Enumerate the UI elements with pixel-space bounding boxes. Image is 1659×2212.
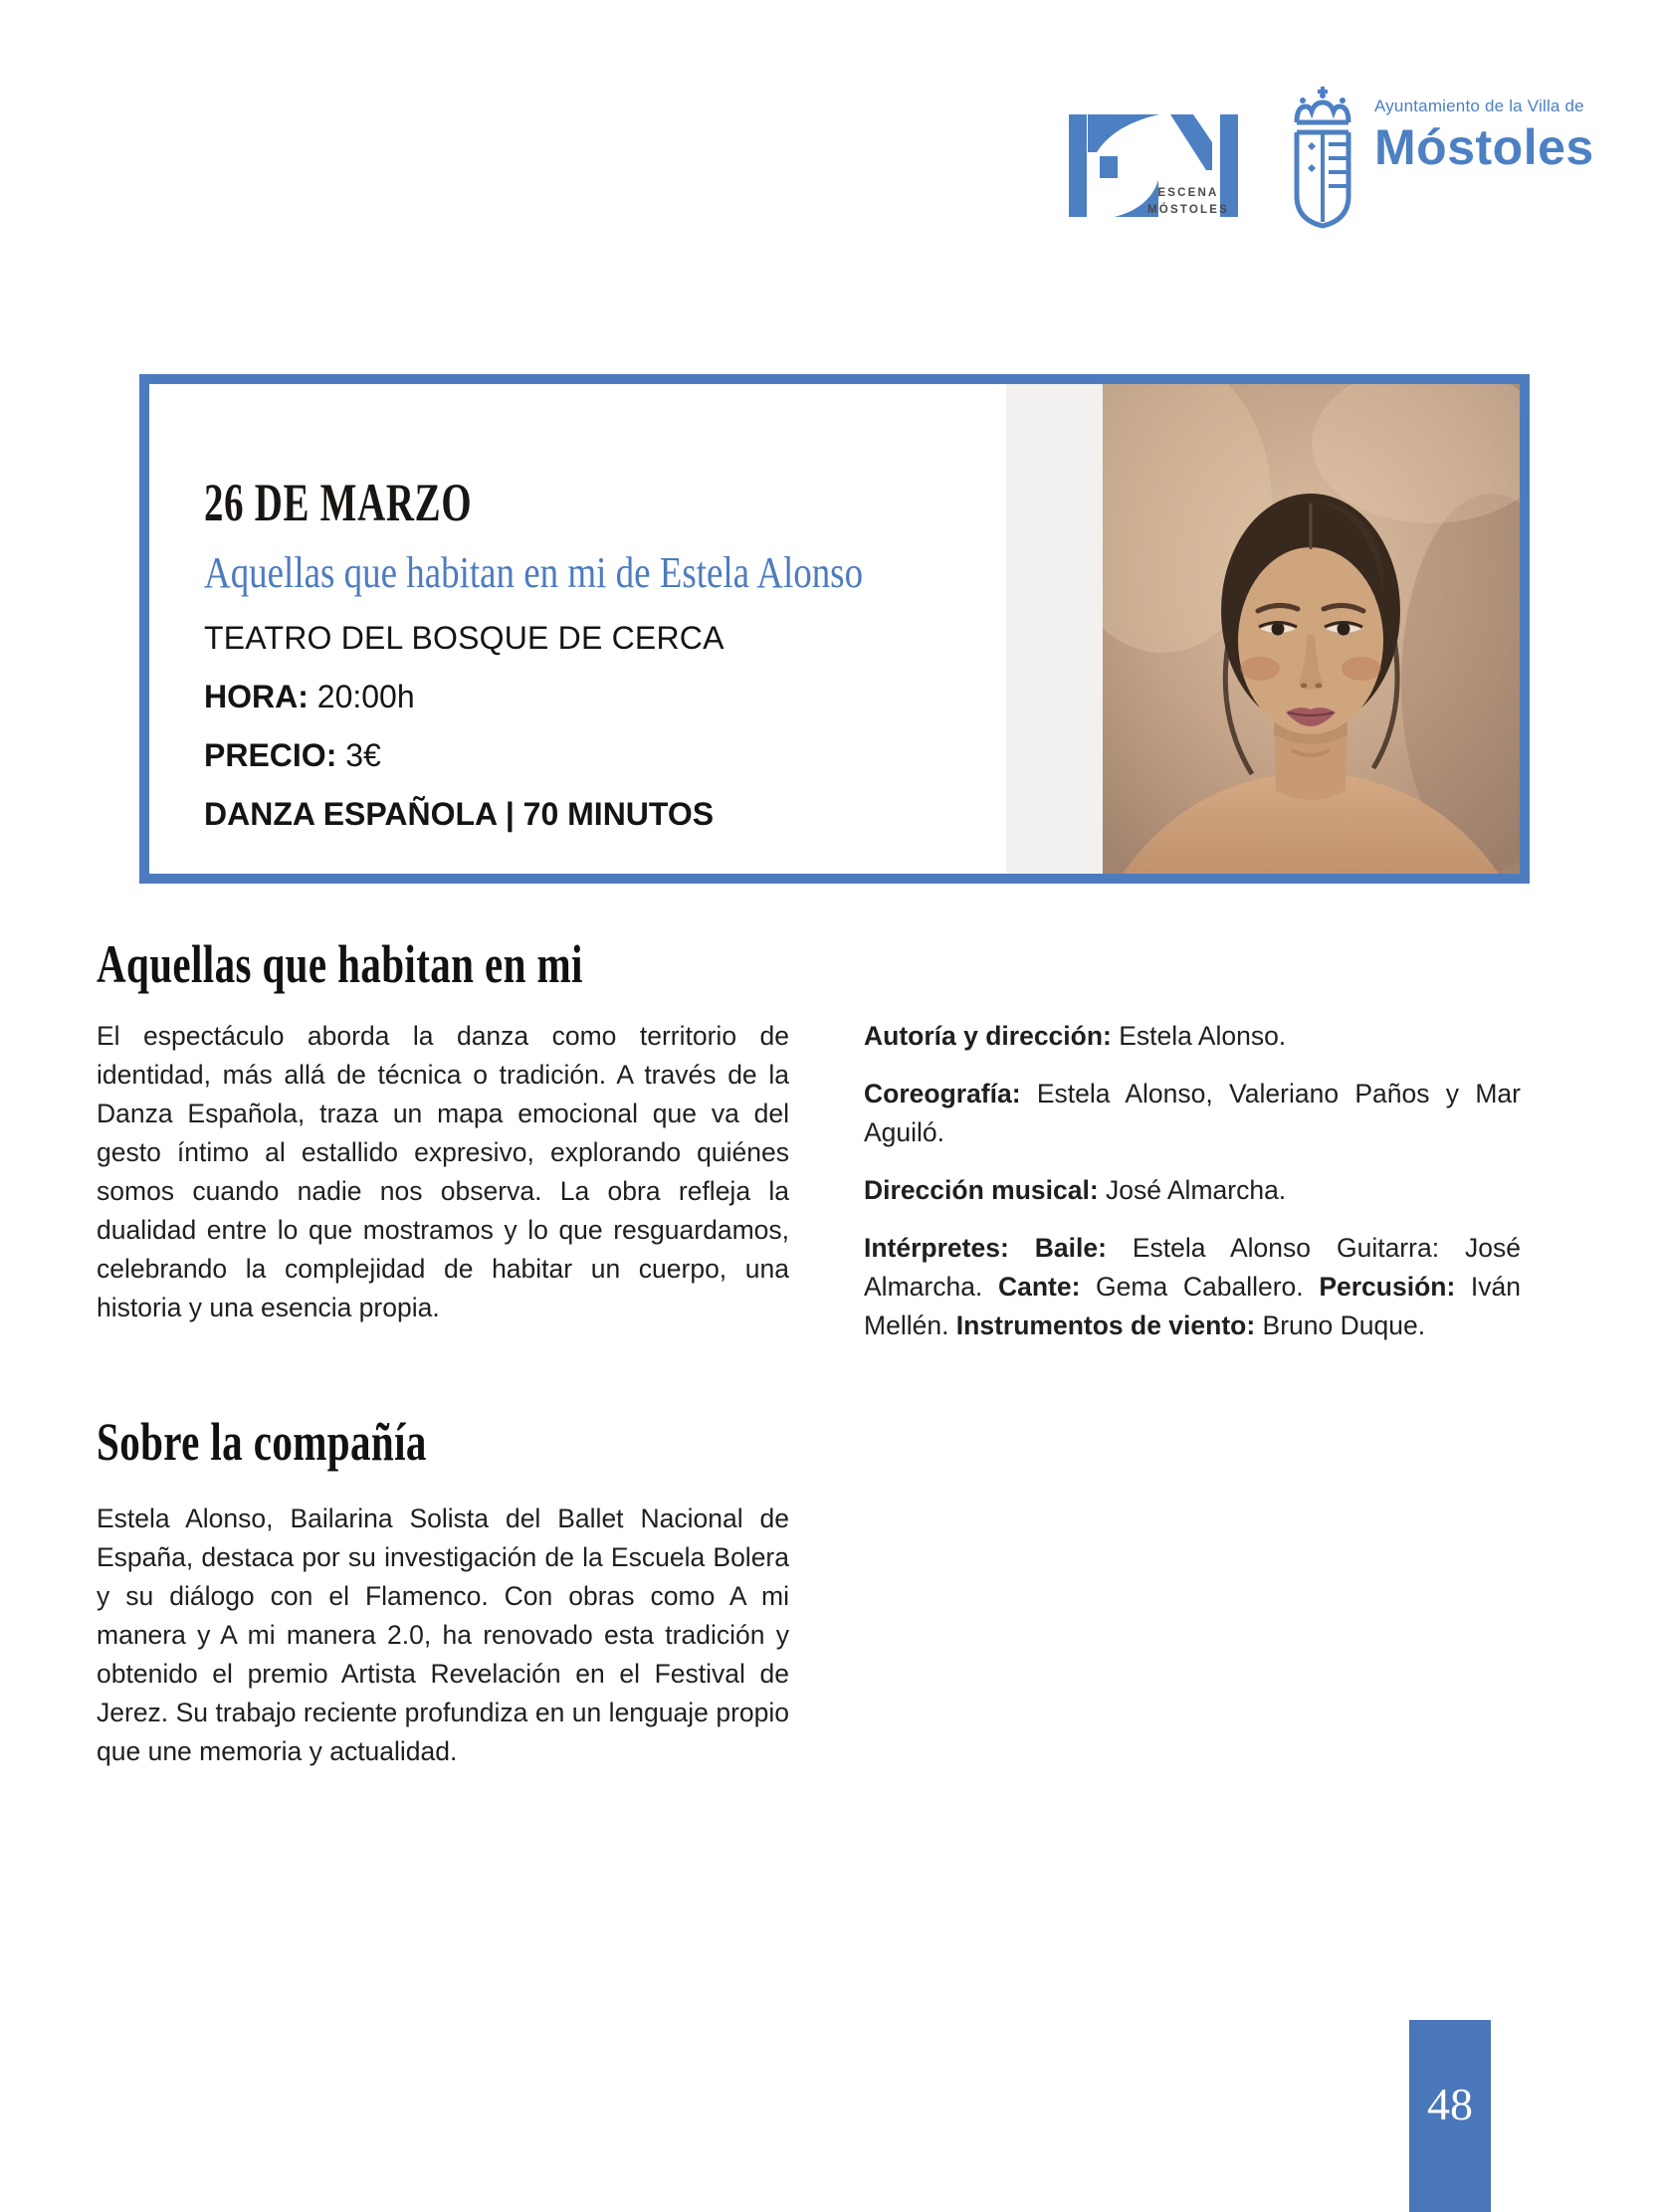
credit-musical-direction: Dirección musical: José Almarcha. — [864, 1175, 1287, 1205]
price-value: 3€ — [336, 737, 381, 773]
time-label: HORA: — [204, 679, 309, 714]
em-monogram-icon — [1065, 112, 1242, 220]
portrait-illustration — [1103, 384, 1520, 874]
event-time — [204, 679, 1080, 715]
about-company-heading: Sobre la compañía — [97, 1412, 427, 1472]
credit-choreography: Coreografía: Estela Alonso, Valeriano Paños y Mar Aguiló. — [864, 1079, 1521, 1147]
event-genre-duration: DANZA ESPAÑOLA | 70 MINUTOS — [204, 796, 715, 832]
mostoles-shield-icon — [1289, 85, 1356, 232]
event-title: Aquellas que habitan en mi de Estela Alonso — [204, 548, 864, 597]
time-value: 20:00h — [308, 679, 415, 714]
event-card-content — [204, 472, 1080, 833]
event-date: 26 DE MARZO — [204, 473, 473, 532]
header-logos — [1065, 85, 1594, 234]
page-number: 48 — [1427, 2079, 1473, 2129]
city-logo-title: Móstoles — [1374, 119, 1594, 175]
city-logo-subtitle: Ayuntamiento de la Villa de — [1374, 97, 1584, 115]
event-price — [204, 737, 1080, 774]
event-card — [139, 374, 1530, 884]
about-show-paragraph: El espectáculo aborda la danza como territorio de identidad, más allá de técnica o tradición. A través de la Danza Española, traza un mapa emocional que va del gesto íntimo al estallido expresivo, explorando quiénes somos cuando nadie nos observa. La obra refleja la dualidad entre lo que mostramos y lo que resguardamos, celebrando la complejidad de habitar un cuerpo, una historia y una esencia propia. — [97, 1021, 789, 1322]
credits-column — [864, 1017, 1521, 1364]
about-company-body — [97, 1500, 789, 1790]
escena-mostoles-logo — [1065, 112, 1242, 225]
dancer-portrait-photo — [1103, 384, 1520, 874]
em-logo-line2: MÓSTOLES — [1147, 204, 1229, 216]
credit-performers: Intérpretes: Baile: Estela Alonso Guitarra: José Almarcha. Cante: Gema Caballero. Percusión: Iván Mellén. Instrumentos de viento: Bruno Duque. — [864, 1233, 1522, 1340]
about-show-body — [97, 1017, 789, 1346]
price-label: PRECIO: — [204, 737, 337, 773]
about-company-paragraph: Estela Alonso, Bailarina Solista del Ballet Nacional de España, destaca por su investigación de la Escuela Bolera y su diálogo con el Flamenco. Con obras como A mi manera y A mi manera 2.0, ha renovado esta tradición y obtenido el premio Artista Revelación en el Festival de Jerez. Su trabajo reciente profundiza en un lenguaje propio que une memoria y actualidad. — [97, 1504, 789, 1766]
page-number-box — [1409, 2020, 1491, 2212]
mostoles-city-logo — [1289, 85, 1594, 232]
event-venue: TEATRO DEL BOSQUE DE CERCA — [204, 620, 725, 656]
about-show-heading: Aquellas que habitan en mi — [97, 934, 583, 994]
credit-authorship: Autoría y dirección: Estela Alonso. — [864, 1021, 1287, 1051]
em-logo-line1: ESCENA — [1157, 187, 1219, 199]
